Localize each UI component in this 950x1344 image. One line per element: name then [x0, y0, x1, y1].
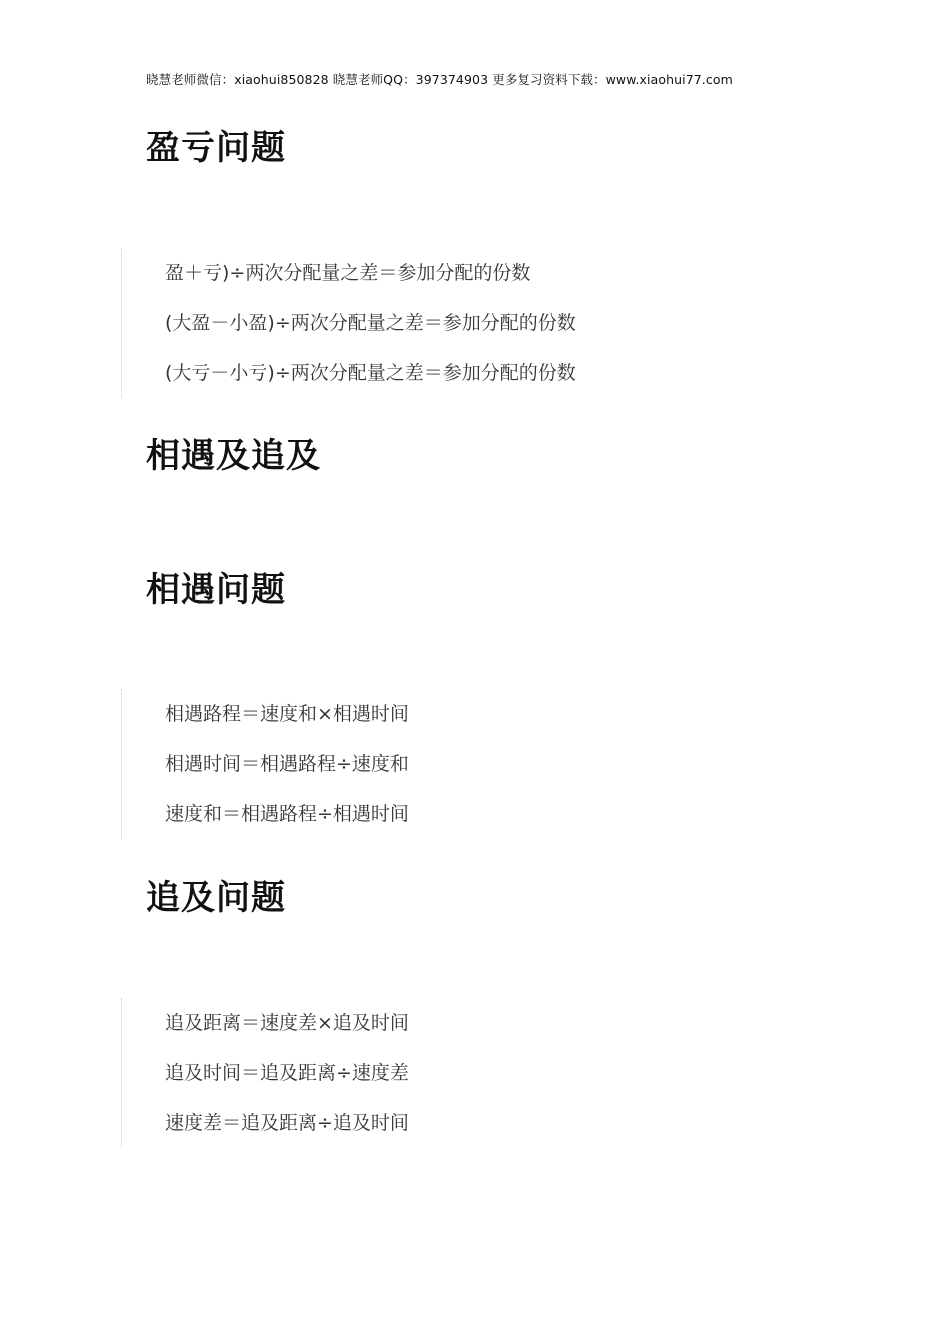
formula-line: 追及时间＝追及距离÷速度差: [165, 1062, 409, 1084]
formula-line: 相遇时间＝相遇路程÷速度和: [165, 753, 409, 775]
formula-line: 追及距离＝速度差×追及时间: [165, 1012, 409, 1034]
formula-block-meet: [121, 689, 409, 839]
heading-meet-chase: 相遇及追及: [146, 436, 321, 476]
formula-line: 盈＋亏)÷两次分配量之差＝参加分配的份数: [165, 262, 531, 284]
page-header-contact: 晓慧老师微信：xiaohui850828 晓慧老师QQ：397374903 更多复习资料下载：www.xiaohui77.com: [146, 72, 733, 87]
formula-line: 相遇路程＝速度和×相遇时间: [165, 703, 409, 725]
heading-chase: 追及问题: [146, 878, 286, 918]
formula-block-chase: [121, 998, 409, 1148]
formula-line: 速度差＝追及距离÷追及时间: [165, 1112, 409, 1134]
formula-line: 速度和＝相遇路程÷相遇时间: [165, 803, 409, 825]
heading-meet: 相遇问题: [146, 570, 286, 610]
formula-block-profit-loss: [121, 248, 576, 398]
formula-line: (大亏－小亏)÷两次分配量之差＝参加分配的份数: [165, 362, 576, 384]
heading-profit-loss: 盈亏问题: [146, 128, 286, 168]
formula-line: (大盈－小盈)÷两次分配量之差＝参加分配的份数: [165, 312, 576, 334]
